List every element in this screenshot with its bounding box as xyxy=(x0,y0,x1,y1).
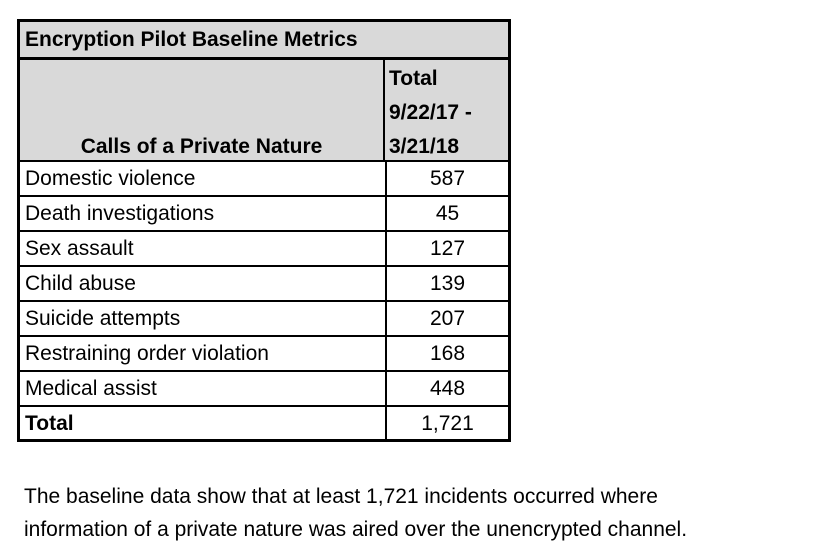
total-label: Total xyxy=(25,412,74,435)
row-label: Suicide attempts xyxy=(25,307,181,330)
row-label: Death investigations xyxy=(25,202,215,225)
row-value: 587 xyxy=(429,167,466,190)
table-row xyxy=(20,302,508,337)
row-value: 448 xyxy=(429,377,466,400)
table-row xyxy=(20,232,508,267)
column-header-calls xyxy=(20,60,385,160)
row-value: 207 xyxy=(429,307,466,330)
row-value: 168 xyxy=(429,342,466,365)
summary-paragraph xyxy=(24,480,809,546)
table-row xyxy=(20,197,508,232)
summary-line-2: information of a private nature was aired over the unencrypted channel. xyxy=(24,518,688,541)
summary-line-1: The baseline data show that at least 1,721 incidents occurred where xyxy=(24,485,658,508)
row-label: Child abuse xyxy=(25,272,136,295)
column-header-total-line-2: 9/22/17 - xyxy=(389,101,472,124)
column-header-total-line-3: 3/21/18 xyxy=(389,135,460,158)
row-value: 127 xyxy=(429,237,466,260)
row-value: 45 xyxy=(435,202,460,225)
table-title: Encryption Pilot Baseline Metrics xyxy=(25,28,358,51)
row-value: 139 xyxy=(429,272,466,295)
column-header-calls-label: Calls of a Private Nature xyxy=(80,135,323,158)
row-label: Medical assist xyxy=(25,377,157,400)
column-header-total xyxy=(389,62,472,164)
row-label: Domestic violence xyxy=(25,167,196,190)
row-label: Restraining order violation xyxy=(25,342,269,365)
table-row xyxy=(20,372,508,407)
metrics-table xyxy=(17,19,511,442)
table-title-row xyxy=(20,22,508,60)
table-header-row xyxy=(20,60,508,162)
row-label: Sex assault xyxy=(25,237,134,260)
total-value: 1,721 xyxy=(421,412,474,435)
table-total-row xyxy=(20,406,508,441)
table-row xyxy=(20,267,508,302)
table-row xyxy=(20,337,508,372)
column-header-total-line-1: Total xyxy=(389,67,438,90)
table-row xyxy=(20,162,508,197)
